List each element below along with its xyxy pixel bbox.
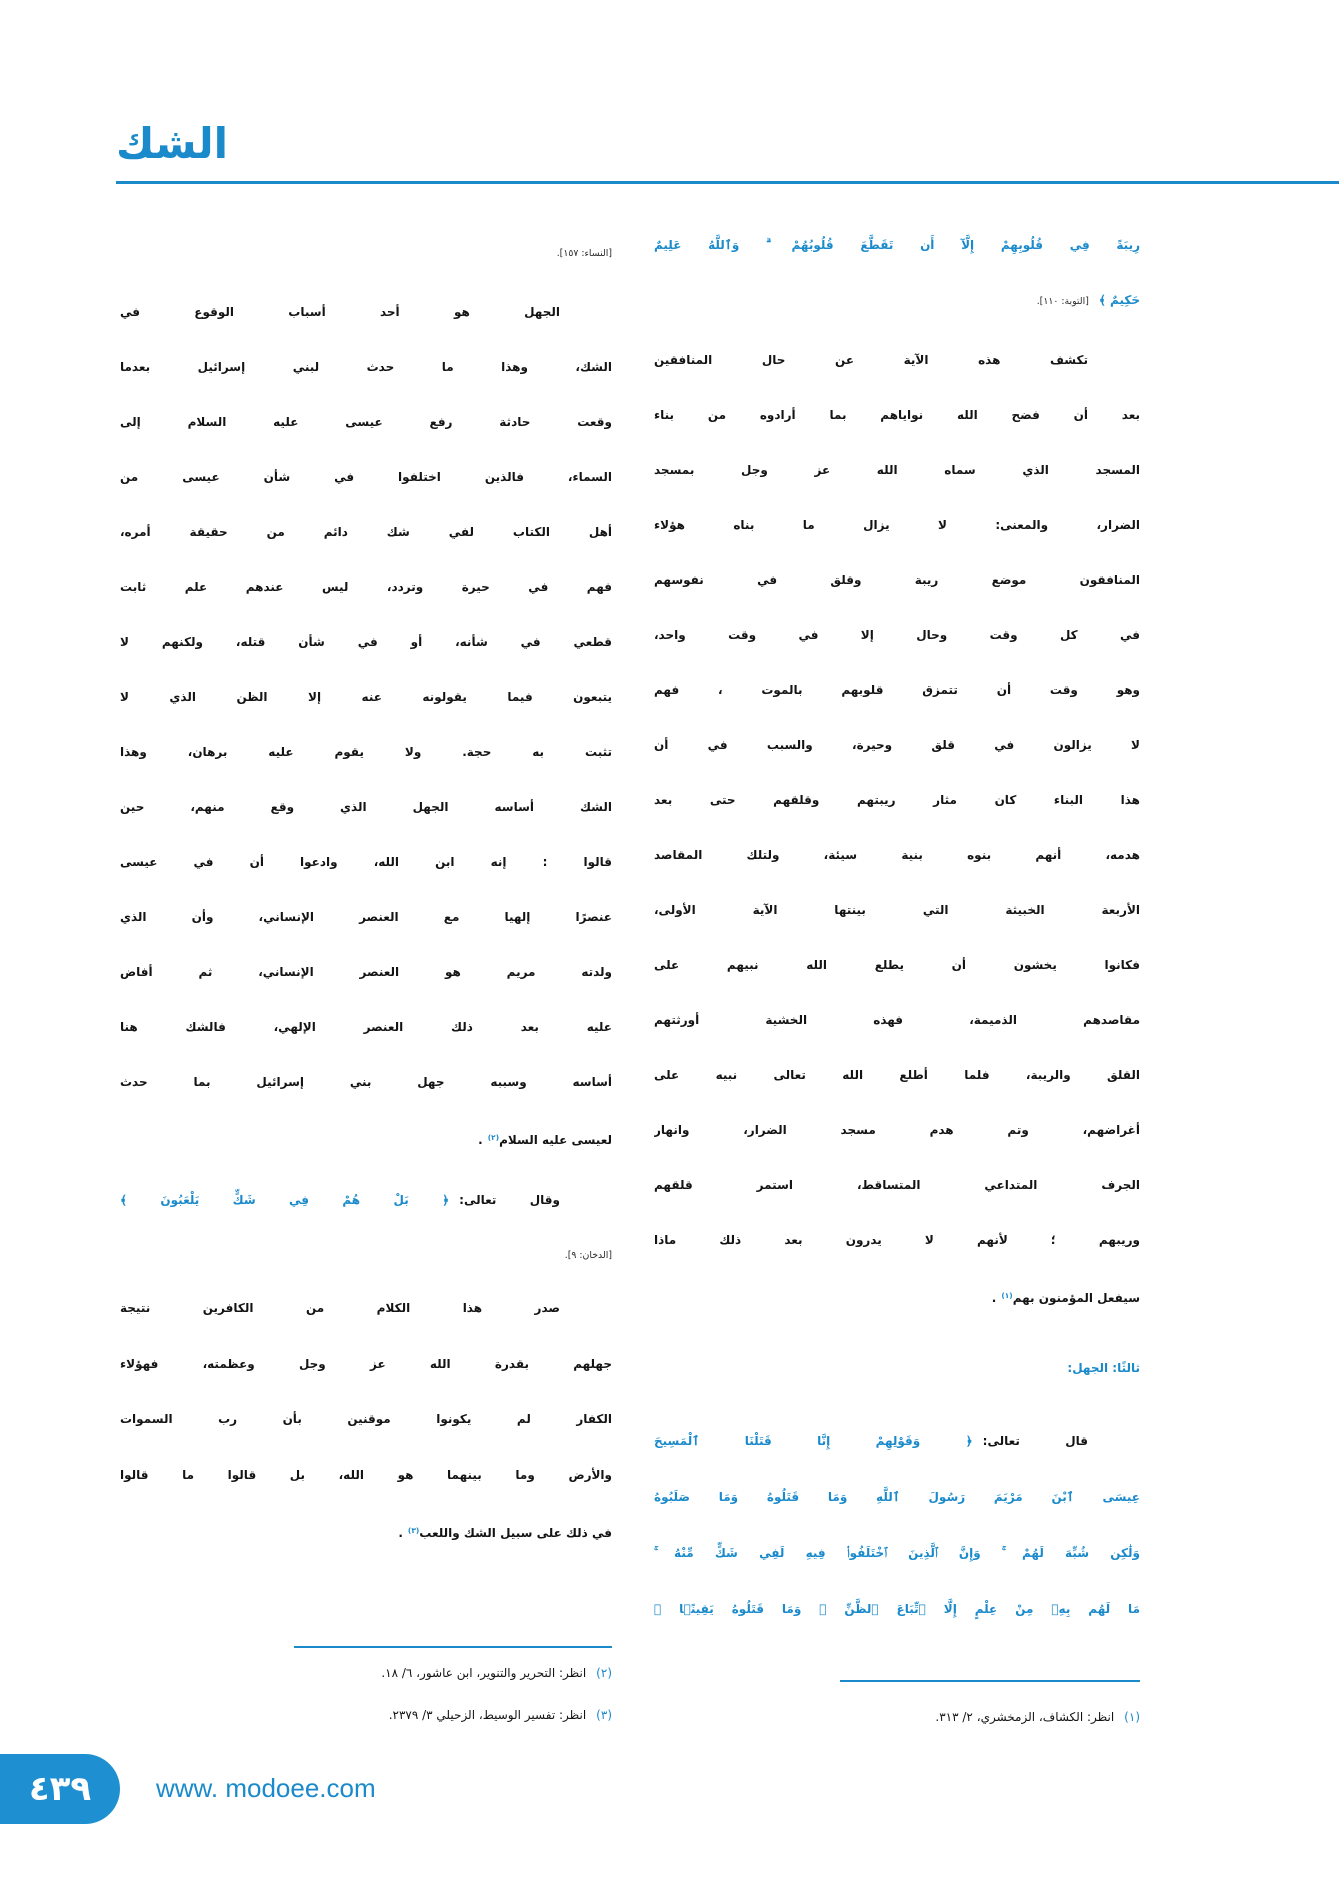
paragraph-line	[120, 1110, 612, 1165]
page-number-tab	[0, 1754, 120, 1824]
footnote-text: انظر: التحرير والتنوير، ابن عاشور، ٦/ ١٨.	[381, 1666, 587, 1680]
footnote-separator	[294, 1646, 612, 1648]
paragraph-line: قالوا : إنه ابن الله، وادعوا أن في عيسى	[120, 855, 612, 869]
footnote-number: (٣)	[596, 1708, 612, 1722]
paragraph-line	[654, 1268, 1140, 1323]
page-number: ٤٣٩	[28, 1769, 92, 1809]
paragraph-line: فهم في حيرة وتردد، ليس عندهم علم ثابت	[120, 580, 612, 594]
quran-line	[654, 273, 1140, 328]
verse-tawbah	[654, 218, 1140, 328]
paragraph-line: المنافقون موضع ريبة وقلق في نفوسهم	[654, 573, 1140, 587]
verse-intro: وقال تعالى:	[459, 1193, 560, 1207]
line-text: في ذلك على سبيل الشك واللعب	[419, 1526, 612, 1541]
paragraph-disbelievers	[120, 1281, 612, 1559]
paragraph-line: الجرف المتداعي المتساقط، استمر قلقهم	[654, 1178, 1140, 1192]
section-heading: ثالثًا: الجهل:	[1067, 1361, 1140, 1375]
paragraph-line: ولدته مريم هو العنصر الإنساني، ثم أفاض	[120, 965, 612, 979]
footnote	[120, 1694, 612, 1736]
footnote-ref: (٣)	[407, 1526, 420, 1535]
line-end: .	[478, 1133, 483, 1148]
citation-line	[120, 230, 612, 274]
line-end: .	[398, 1526, 403, 1541]
paragraph-line: أغراضهم، وتم هدم مسجد الضرار، وانهار	[654, 1123, 1140, 1137]
paragraph-line: وريبهم ؛ لأنهم لا يدرون بعد ذلك ماذا	[654, 1233, 1140, 1247]
paragraph-line: الأربعة الخبيثة التي بينتها الآية الأولى،	[654, 903, 1140, 917]
paragraph-line: وقعت حادثة رفع عيسى عليه السلام إلى	[120, 415, 612, 429]
footnotes	[654, 1696, 1140, 1738]
verse-citation: [الدخان: ٩].	[564, 1250, 612, 1261]
footnote-ref: (١)	[1001, 1291, 1013, 1300]
paragraph-line: الجهل هو أحد أسباب الوقوع في	[120, 305, 560, 319]
website-url: www. modoee.com	[156, 1773, 376, 1803]
line-text: سيفعل المؤمنون بهم	[1012, 1291, 1140, 1306]
paragraph-line: المسجد الذي سماه الله عز وجل بمسجد	[654, 463, 1140, 477]
footnotes	[120, 1652, 612, 1736]
quran-text: ﴿ بَلْ هُمْ فِي شَكٍّ يَلْعَبُونَ ﴾	[120, 1193, 450, 1207]
paragraph-line: الكفار لم يكونوا موقنين بأن رب السموات	[120, 1412, 612, 1426]
paragraph-ignorance	[120, 285, 612, 1165]
quran-line	[120, 1173, 612, 1228]
paragraph-line: عليه بعد ذلك العنصر الإلهي، فالشك هنا	[120, 1020, 612, 1034]
verse-citation-block	[120, 230, 612, 274]
footnote-separator	[840, 1680, 1140, 1682]
paragraph-line: القلق والريبة، فلما أطلع الله تعالى نبيه على	[654, 1068, 1140, 1082]
footnote-number: (١)	[1124, 1710, 1140, 1724]
paragraph-line: أهل الكتاب لفي شك دائم من حقيقة أمره،	[120, 525, 612, 539]
paragraph-line: جهلهم بقدرة الله عز وجل وعظمته، فهؤلاء	[120, 1356, 612, 1371]
quran-line: مَا لَهُم بِهِۦ مِنْ عِلْمٍ إِلَّا ٱتِّبَاعَ ٱلظَّنِّ ۚ وَمَا قَتَلُوهُ يَقِينًۢا ﴾	[654, 1602, 1140, 1616]
paragraph-line: تكشف هذه الآية عن حال المنافقين	[654, 353, 1088, 367]
paragraph-line: صدر هذا الكلام من الكافرين نتيجة	[120, 1301, 560, 1315]
paragraph-line	[120, 1503, 612, 1559]
verse-dukhan	[120, 1173, 612, 1228]
citation-line	[120, 1232, 612, 1276]
paragraph-hypocrites	[654, 333, 1140, 1323]
paragraph-line: أساسه وسببه جهل بني إسرائيل بما حدث	[120, 1075, 612, 1089]
footnote-ref: (٢)	[487, 1133, 500, 1142]
paragraph-line: تثبت به حجة. ولا يقوم عليه برهان، وهذا	[120, 745, 612, 759]
paragraph-line: هذا البناء كان مثار ريبتهم وقلقهم حتى بعد	[654, 793, 1140, 807]
verse-citation: [النساء: ١٥٧].	[556, 248, 612, 259]
quran-line: عِيسَى ٱبْنَ مَرْيَمَ رَسُولَ ٱللَّهِ وَمَا قَتَلُوهُ وَمَا صَلَبُوهُ	[654, 1490, 1140, 1504]
quran-line	[654, 1413, 1140, 1469]
paragraph-line: بعد أن فضح الله نواياهم بما أرادوه من بناء	[654, 408, 1140, 422]
verse-nisa	[654, 1413, 1140, 1637]
paragraph-line: الضرار، والمعنى: لا يزال ما بناه هؤلاء	[654, 518, 1140, 532]
quran-line: رِيبَةً فِي قُلُوبِهِمْ إِلَّآ أَن تَقَطَّعَ قُلُوبُهُمْ ۗ وَٱللَّهُ عَلِيمٌ	[654, 238, 1140, 252]
paragraph-line: في كل وقت وحال إلا في وقت واحد،	[654, 628, 1140, 642]
verse-citation: [التوبة: ١١٠].	[1036, 296, 1089, 307]
line-end: .	[991, 1291, 997, 1306]
header-rule	[116, 181, 1339, 184]
paragraph-line: فكانوا يخشون أن يطلع الله نبيهم على	[654, 958, 1140, 972]
paragraph-line: والأرض وما بينهما هو الله، بل قالوا ما قالوا	[120, 1467, 612, 1482]
line-text: لعيسى عليه السلام	[499, 1133, 612, 1148]
paragraph-line: يتبعون فيما يقولونه عنه إلا الظن الذي لا	[120, 690, 612, 704]
paragraph-line: الشك، وهذا ما حدث لبني إسرائيل بعدما	[120, 360, 612, 374]
footnote	[120, 1652, 612, 1694]
verse-intro: قال تعالى:	[982, 1434, 1088, 1448]
footnote-text: انظر: تفسير الوسيط، الزحيلي ٣/ ٢٣٧٩.	[388, 1708, 587, 1722]
footnote-number: (٢)	[596, 1666, 612, 1680]
paragraph-line: هدمه، أنهم بنوه بنية سيئة، ولتلك المقاصد	[654, 848, 1140, 862]
footnote	[654, 1696, 1140, 1738]
paragraph-line: لا يزالون في قلق وحيرة، والسبب في أن	[654, 738, 1140, 752]
quran-line: وَلَٰكِن شُبِّهَ لَهُمْ ۚ وَإِنَّ ٱلَّذِينَ ٱخْتَلَفُوا۟ فِيهِ لَفِي شَكٍّ مِّنْهُ ۚ	[654, 1546, 1140, 1560]
paragraph-line: عنصرًا إلهيا مع العنصر الإنساني، وأن الذي	[120, 910, 612, 924]
paragraph-line: مقاصدهم الذميمة، فهذه الخشية أورثتهم	[654, 1013, 1140, 1027]
footnote-text: انظر: الكشاف، الزمخشري، ٢/ ٣١٣.	[935, 1710, 1115, 1724]
paragraph-line: قطعي في شأنه، أو في شأن قتله، ولكنهم لا	[120, 635, 612, 649]
chapter-title: الشك	[116, 119, 229, 168]
paragraph-line: الشك أساسه الجهل الذي وقع منهم، حين	[120, 800, 612, 814]
section-heading-ignorance	[654, 1341, 1140, 1396]
paragraph-line: وهو وقت أن تتمزق قلوبهم بالموت ، فهم	[654, 683, 1140, 697]
paragraph-line: السماء، فالذين اختلفوا في شأن عيسى من	[120, 470, 612, 484]
quran-text: ﴿ وَقَوْلِهِمْ إِنَّا قَتَلْنَا ٱلْمَسِيحَ	[654, 1434, 973, 1448]
verse-citation-block	[120, 1232, 612, 1276]
quran-text: حَكِيمٌ ﴾	[1098, 293, 1140, 307]
